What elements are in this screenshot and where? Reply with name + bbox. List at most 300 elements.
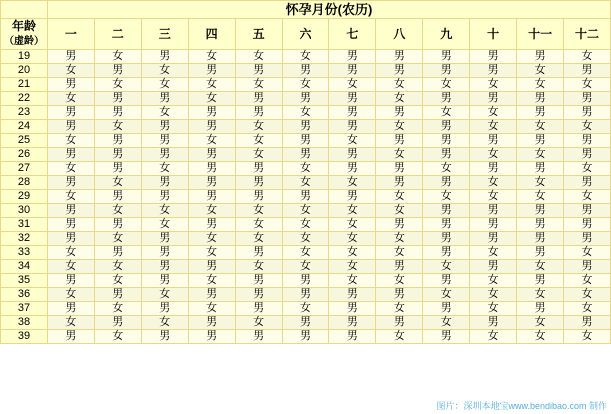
table-row (1, 148, 611, 162)
prediction-cell: 女 (470, 190, 517, 204)
prediction-cell: 女 (47, 162, 94, 176)
prediction-cell: 女 (282, 204, 329, 218)
prediction-cell: 男 (423, 302, 470, 316)
prediction-cell: 女 (376, 190, 423, 204)
prediction-cell: 女 (235, 260, 282, 274)
prediction-cell: 男 (423, 92, 470, 106)
prediction-cell: 男 (188, 64, 235, 78)
prediction-cell: 女 (470, 288, 517, 302)
prediction-cell: 女 (47, 134, 94, 148)
prediction-cell: 女 (517, 288, 564, 302)
prediction-cell: 女 (235, 204, 282, 218)
prediction-cell: 男 (423, 330, 470, 344)
prediction-cell: 男 (141, 260, 188, 274)
prediction-cell: 男 (423, 134, 470, 148)
prediction-cell: 男 (376, 176, 423, 190)
prediction-cell: 男 (47, 78, 94, 92)
prediction-cell: 男 (188, 330, 235, 344)
prediction-cell: 男 (235, 288, 282, 302)
table-row (1, 64, 611, 78)
prediction-cell: 女 (141, 106, 188, 120)
prediction-cell: 女 (235, 50, 282, 64)
prediction-cell: 女 (141, 218, 188, 232)
prediction-cell: 男 (564, 92, 611, 106)
prediction-cell: 女 (470, 120, 517, 134)
prediction-cell: 男 (470, 260, 517, 274)
prediction-cell: 女 (188, 274, 235, 288)
age-cell: 25 (1, 134, 48, 148)
month-header-3: 三 (141, 19, 188, 50)
month-header-10: 十 (470, 19, 517, 50)
prediction-cell: 女 (470, 78, 517, 92)
prediction-cell: 男 (94, 288, 141, 302)
prediction-cell: 男 (141, 120, 188, 134)
prediction-cell: 女 (329, 232, 376, 246)
prediction-cell: 女 (47, 190, 94, 204)
prediction-cell: 男 (141, 232, 188, 246)
table-row (1, 50, 611, 64)
month-header-7: 七 (329, 19, 376, 50)
month-header-6: 六 (282, 19, 329, 50)
table-row (1, 162, 611, 176)
prediction-cell: 男 (94, 64, 141, 78)
age-cell: 22 (1, 92, 48, 106)
prediction-cell: 男 (517, 50, 564, 64)
prediction-cell: 男 (517, 218, 564, 232)
prediction-cell: 女 (329, 204, 376, 218)
prediction-cell: 男 (94, 92, 141, 106)
age-cell: 32 (1, 232, 48, 246)
month-header-5: 五 (235, 19, 282, 50)
prediction-cell: 女 (47, 260, 94, 274)
prediction-cell: 男 (517, 274, 564, 288)
prediction-cell: 男 (47, 330, 94, 344)
prediction-cell: 男 (470, 134, 517, 148)
prediction-cell: 女 (94, 50, 141, 64)
prediction-cell: 男 (47, 176, 94, 190)
age-header-line1: 年龄 (11, 19, 36, 33)
prediction-cell: 男 (141, 92, 188, 106)
age-cell: 27 (1, 162, 48, 176)
age-cell: 37 (1, 302, 48, 316)
prediction-cell: 男 (564, 204, 611, 218)
prediction-cell: 男 (188, 218, 235, 232)
prediction-cell: 女 (564, 288, 611, 302)
prediction-cell: 女 (235, 218, 282, 232)
prediction-cell: 男 (282, 134, 329, 148)
prediction-cell: 女 (564, 246, 611, 260)
prediction-cell: 男 (329, 302, 376, 316)
age-cell: 33 (1, 246, 48, 260)
prediction-cell: 男 (517, 302, 564, 316)
prediction-cell: 男 (423, 64, 470, 78)
prediction-cell: 女 (235, 120, 282, 134)
prediction-cell: 男 (141, 302, 188, 316)
prediction-cell: 女 (564, 78, 611, 92)
prediction-cell: 女 (517, 120, 564, 134)
prediction-cell: 男 (329, 50, 376, 64)
table-row (1, 274, 611, 288)
prediction-cell: 女 (141, 78, 188, 92)
prediction-cell: 男 (376, 64, 423, 78)
prediction-cell: 男 (470, 316, 517, 330)
prediction-cell: 女 (564, 162, 611, 176)
age-cell: 28 (1, 176, 48, 190)
prediction-cell: 男 (94, 316, 141, 330)
prediction-cell: 女 (282, 106, 329, 120)
prediction-cell: 女 (329, 218, 376, 232)
chart-title: 怀孕月份(农历) (47, 1, 610, 19)
prediction-cell: 女 (329, 274, 376, 288)
prediction-cell: 女 (376, 78, 423, 92)
prediction-cell: 男 (470, 162, 517, 176)
prediction-cell: 男 (47, 302, 94, 316)
prediction-cell: 男 (470, 204, 517, 218)
prediction-cell: 男 (470, 218, 517, 232)
prediction-cell: 男 (517, 106, 564, 120)
prediction-cell: 男 (47, 218, 94, 232)
prediction-cell: 女 (47, 246, 94, 260)
prediction-cell: 男 (94, 162, 141, 176)
age-cell: 31 (1, 218, 48, 232)
age-cell: 26 (1, 148, 48, 162)
table-row (1, 78, 611, 92)
prediction-cell: 男 (564, 134, 611, 148)
prediction-cell: 男 (329, 190, 376, 204)
prediction-cell: 女 (188, 204, 235, 218)
prediction-cell: 男 (282, 316, 329, 330)
prediction-cell: 男 (47, 204, 94, 218)
table-row (1, 302, 611, 316)
prediction-cell: 女 (376, 330, 423, 344)
age-cell: 35 (1, 274, 48, 288)
prediction-cell: 女 (188, 92, 235, 106)
prediction-cell: 男 (47, 120, 94, 134)
prediction-cell: 男 (564, 316, 611, 330)
prediction-cell: 女 (517, 316, 564, 330)
prediction-cell: 女 (188, 134, 235, 148)
prediction-cell: 女 (470, 176, 517, 190)
month-header-1: 一 (47, 19, 94, 50)
prediction-cell: 女 (564, 302, 611, 316)
prediction-cell: 男 (517, 246, 564, 260)
table-body (1, 50, 611, 344)
prediction-cell: 女 (188, 232, 235, 246)
month-header-4: 四 (188, 19, 235, 50)
prediction-cell: 女 (564, 190, 611, 204)
age-cell: 36 (1, 288, 48, 302)
prediction-cell: 男 (564, 218, 611, 232)
prediction-cell: 男 (376, 316, 423, 330)
prediction-cell: 男 (423, 148, 470, 162)
prediction-cell: 男 (188, 106, 235, 120)
prediction-cell: 女 (141, 162, 188, 176)
month-header-12: 十二 (564, 19, 611, 50)
prediction-cell: 女 (94, 232, 141, 246)
prediction-cell: 男 (376, 162, 423, 176)
prediction-cell: 女 (376, 120, 423, 134)
prediction-cell: 男 (282, 92, 329, 106)
prediction-cell: 男 (376, 50, 423, 64)
prediction-cell: 女 (235, 316, 282, 330)
prediction-cell: 男 (188, 288, 235, 302)
prediction-cell: 女 (282, 78, 329, 92)
age-cell: 23 (1, 106, 48, 120)
prediction-cell: 女 (423, 288, 470, 302)
prediction-cell: 男 (329, 330, 376, 344)
prediction-cell: 男 (564, 148, 611, 162)
prediction-cell: 男 (188, 162, 235, 176)
prediction-cell: 男 (564, 232, 611, 246)
prediction-cell: 女 (47, 92, 94, 106)
month-header-8: 八 (376, 19, 423, 50)
age-cell: 24 (1, 120, 48, 134)
month-header-2: 二 (94, 19, 141, 50)
prediction-cell: 男 (423, 204, 470, 218)
prediction-cell: 男 (282, 190, 329, 204)
prediction-cell: 男 (329, 316, 376, 330)
prediction-cell: 男 (376, 288, 423, 302)
prediction-cell: 男 (141, 246, 188, 260)
prediction-cell: 女 (94, 330, 141, 344)
prediction-cell: 女 (94, 120, 141, 134)
prediction-cell: 女 (470, 106, 517, 120)
table-row (1, 204, 611, 218)
prediction-cell: 男 (470, 50, 517, 64)
prediction-cell: 女 (517, 190, 564, 204)
prediction-cell: 女 (188, 50, 235, 64)
prediction-cell: 男 (470, 92, 517, 106)
age-cell: 30 (1, 204, 48, 218)
prediction-cell: 男 (564, 176, 611, 190)
prediction-cell: 女 (141, 64, 188, 78)
prediction-cell: 男 (376, 134, 423, 148)
prediction-cell: 男 (517, 204, 564, 218)
title-corner-cell (1, 1, 48, 19)
month-header-9: 九 (423, 19, 470, 50)
prediction-cell: 男 (47, 148, 94, 162)
prediction-cell: 女 (423, 162, 470, 176)
prediction-cell: 女 (282, 232, 329, 246)
prediction-cell: 女 (517, 260, 564, 274)
prediction-cell: 女 (564, 50, 611, 64)
prediction-cell: 男 (47, 50, 94, 64)
prediction-cell: 女 (376, 232, 423, 246)
prediction-cell: 女 (517, 176, 564, 190)
prediction-cell: 男 (329, 120, 376, 134)
prediction-cell: 男 (470, 64, 517, 78)
prediction-cell: 女 (564, 120, 611, 134)
age-cell: 20 (1, 64, 48, 78)
prediction-cell: 男 (235, 302, 282, 316)
watermark-text: 图片：深圳本地宝www.bendibao.com 制作 (436, 401, 607, 411)
prediction-cell: 女 (517, 148, 564, 162)
prediction-cell: 女 (282, 246, 329, 260)
prediction-cell: 女 (282, 302, 329, 316)
prediction-cell: 男 (235, 64, 282, 78)
age-cell: 29 (1, 190, 48, 204)
table-row (1, 120, 611, 134)
prediction-cell: 女 (235, 134, 282, 148)
prediction-cell: 女 (94, 302, 141, 316)
prediction-cell: 女 (141, 204, 188, 218)
table-row (1, 134, 611, 148)
prediction-cell: 女 (470, 246, 517, 260)
prediction-cell: 女 (517, 78, 564, 92)
prediction-cell: 男 (235, 106, 282, 120)
prediction-cell: 女 (47, 316, 94, 330)
prediction-cell: 男 (282, 274, 329, 288)
prediction-cell: 女 (376, 204, 423, 218)
prediction-cell: 男 (517, 232, 564, 246)
prediction-cell: 女 (329, 134, 376, 148)
prediction-cell: 女 (94, 204, 141, 218)
prediction-cell: 男 (188, 190, 235, 204)
prediction-cell: 男 (329, 148, 376, 162)
prediction-cell: 女 (94, 274, 141, 288)
table-row (1, 106, 611, 120)
prediction-cell: 男 (235, 162, 282, 176)
prediction-cell: 女 (188, 78, 235, 92)
prediction-cell: 女 (423, 106, 470, 120)
prediction-cell: 女 (470, 330, 517, 344)
age-header (1, 19, 48, 50)
prediction-cell: 男 (329, 92, 376, 106)
prediction-cell: 男 (235, 190, 282, 204)
prediction-cell: 女 (94, 260, 141, 274)
prediction-cell: 女 (329, 260, 376, 274)
prediction-cell: 男 (376, 106, 423, 120)
prediction-cell: 男 (517, 162, 564, 176)
prediction-cell: 女 (329, 246, 376, 260)
prediction-cell: 女 (564, 274, 611, 288)
prediction-cell: 男 (141, 176, 188, 190)
table-row (1, 316, 611, 330)
prediction-cell: 男 (564, 260, 611, 274)
prediction-cell: 男 (94, 246, 141, 260)
prediction-cell: 女 (470, 148, 517, 162)
table-row (1, 190, 611, 204)
prediction-cell: 男 (47, 106, 94, 120)
prediction-cell: 女 (282, 162, 329, 176)
prediction-cell: 女 (564, 330, 611, 344)
prediction-cell: 男 (235, 330, 282, 344)
age-header-line2: （虚龄） (3, 36, 44, 47)
prediction-cell: 男 (141, 148, 188, 162)
prediction-cell: 男 (329, 106, 376, 120)
table-row (1, 260, 611, 274)
prediction-cell: 男 (235, 246, 282, 260)
prediction-cell: 女 (329, 176, 376, 190)
prediction-cell: 女 (188, 302, 235, 316)
prediction-cell: 男 (423, 176, 470, 190)
prediction-cell: 男 (188, 316, 235, 330)
prediction-cell: 男 (141, 134, 188, 148)
prediction-cell: 男 (329, 64, 376, 78)
prediction-cell: 女 (376, 274, 423, 288)
prediction-cell: 男 (188, 148, 235, 162)
prediction-cell: 女 (423, 78, 470, 92)
prediction-cell: 女 (188, 246, 235, 260)
prediction-cell: 男 (329, 162, 376, 176)
prediction-cell: 女 (470, 302, 517, 316)
column-header-row (1, 19, 611, 50)
prediction-cell: 男 (282, 148, 329, 162)
prediction-cell: 男 (235, 176, 282, 190)
prediction-cell: 女 (282, 260, 329, 274)
prediction-cell: 男 (94, 190, 141, 204)
prediction-cell: 女 (94, 176, 141, 190)
prediction-cell: 男 (423, 218, 470, 232)
prediction-cell: 男 (470, 232, 517, 246)
prediction-cell: 女 (376, 302, 423, 316)
prediction-cell: 女 (235, 232, 282, 246)
prediction-cell: 男 (329, 288, 376, 302)
prediction-cell: 男 (188, 176, 235, 190)
prediction-cell: 女 (376, 92, 423, 106)
prediction-cell: 男 (188, 120, 235, 134)
table-row (1, 218, 611, 232)
prediction-cell: 男 (517, 92, 564, 106)
prediction-cell: 女 (235, 78, 282, 92)
prediction-cell: 女 (329, 78, 376, 92)
prediction-cell: 男 (423, 120, 470, 134)
prediction-cell: 女 (470, 274, 517, 288)
prediction-cell: 男 (47, 232, 94, 246)
prediction-cell: 女 (94, 78, 141, 92)
prediction-cell: 女 (376, 246, 423, 260)
prediction-cell: 男 (564, 64, 611, 78)
table-row (1, 232, 611, 246)
prediction-cell: 男 (423, 232, 470, 246)
prediction-cell: 女 (423, 316, 470, 330)
age-cell: 34 (1, 260, 48, 274)
prediction-cell: 男 (235, 92, 282, 106)
table-row (1, 92, 611, 106)
prediction-cell: 女 (47, 64, 94, 78)
prediction-cell: 男 (141, 50, 188, 64)
age-cell: 38 (1, 316, 48, 330)
prediction-cell: 男 (94, 218, 141, 232)
prediction-cell: 男 (141, 330, 188, 344)
prediction-cell: 女 (282, 218, 329, 232)
prediction-cell: 男 (282, 288, 329, 302)
prediction-cell: 女 (235, 148, 282, 162)
prediction-cell: 女 (141, 288, 188, 302)
prediction-cell: 男 (376, 218, 423, 232)
prediction-cell: 男 (423, 246, 470, 260)
prediction-cell: 女 (141, 316, 188, 330)
prediction-cell: 男 (141, 190, 188, 204)
prediction-cell: 男 (94, 106, 141, 120)
prediction-cell: 女 (47, 288, 94, 302)
prediction-cell: 女 (423, 260, 470, 274)
prediction-cell: 男 (94, 134, 141, 148)
prediction-cell: 女 (376, 148, 423, 162)
table-row (1, 246, 611, 260)
month-header-11: 十一 (517, 19, 564, 50)
prediction-cell: 女 (282, 50, 329, 64)
prediction-cell: 男 (517, 134, 564, 148)
prediction-cell: 男 (188, 260, 235, 274)
title-row (1, 1, 611, 19)
age-cell: 19 (1, 50, 48, 64)
prediction-cell: 男 (376, 260, 423, 274)
prediction-cell: 男 (235, 274, 282, 288)
prediction-cell: 男 (94, 148, 141, 162)
table-row (1, 288, 611, 302)
prediction-cell: 男 (282, 330, 329, 344)
